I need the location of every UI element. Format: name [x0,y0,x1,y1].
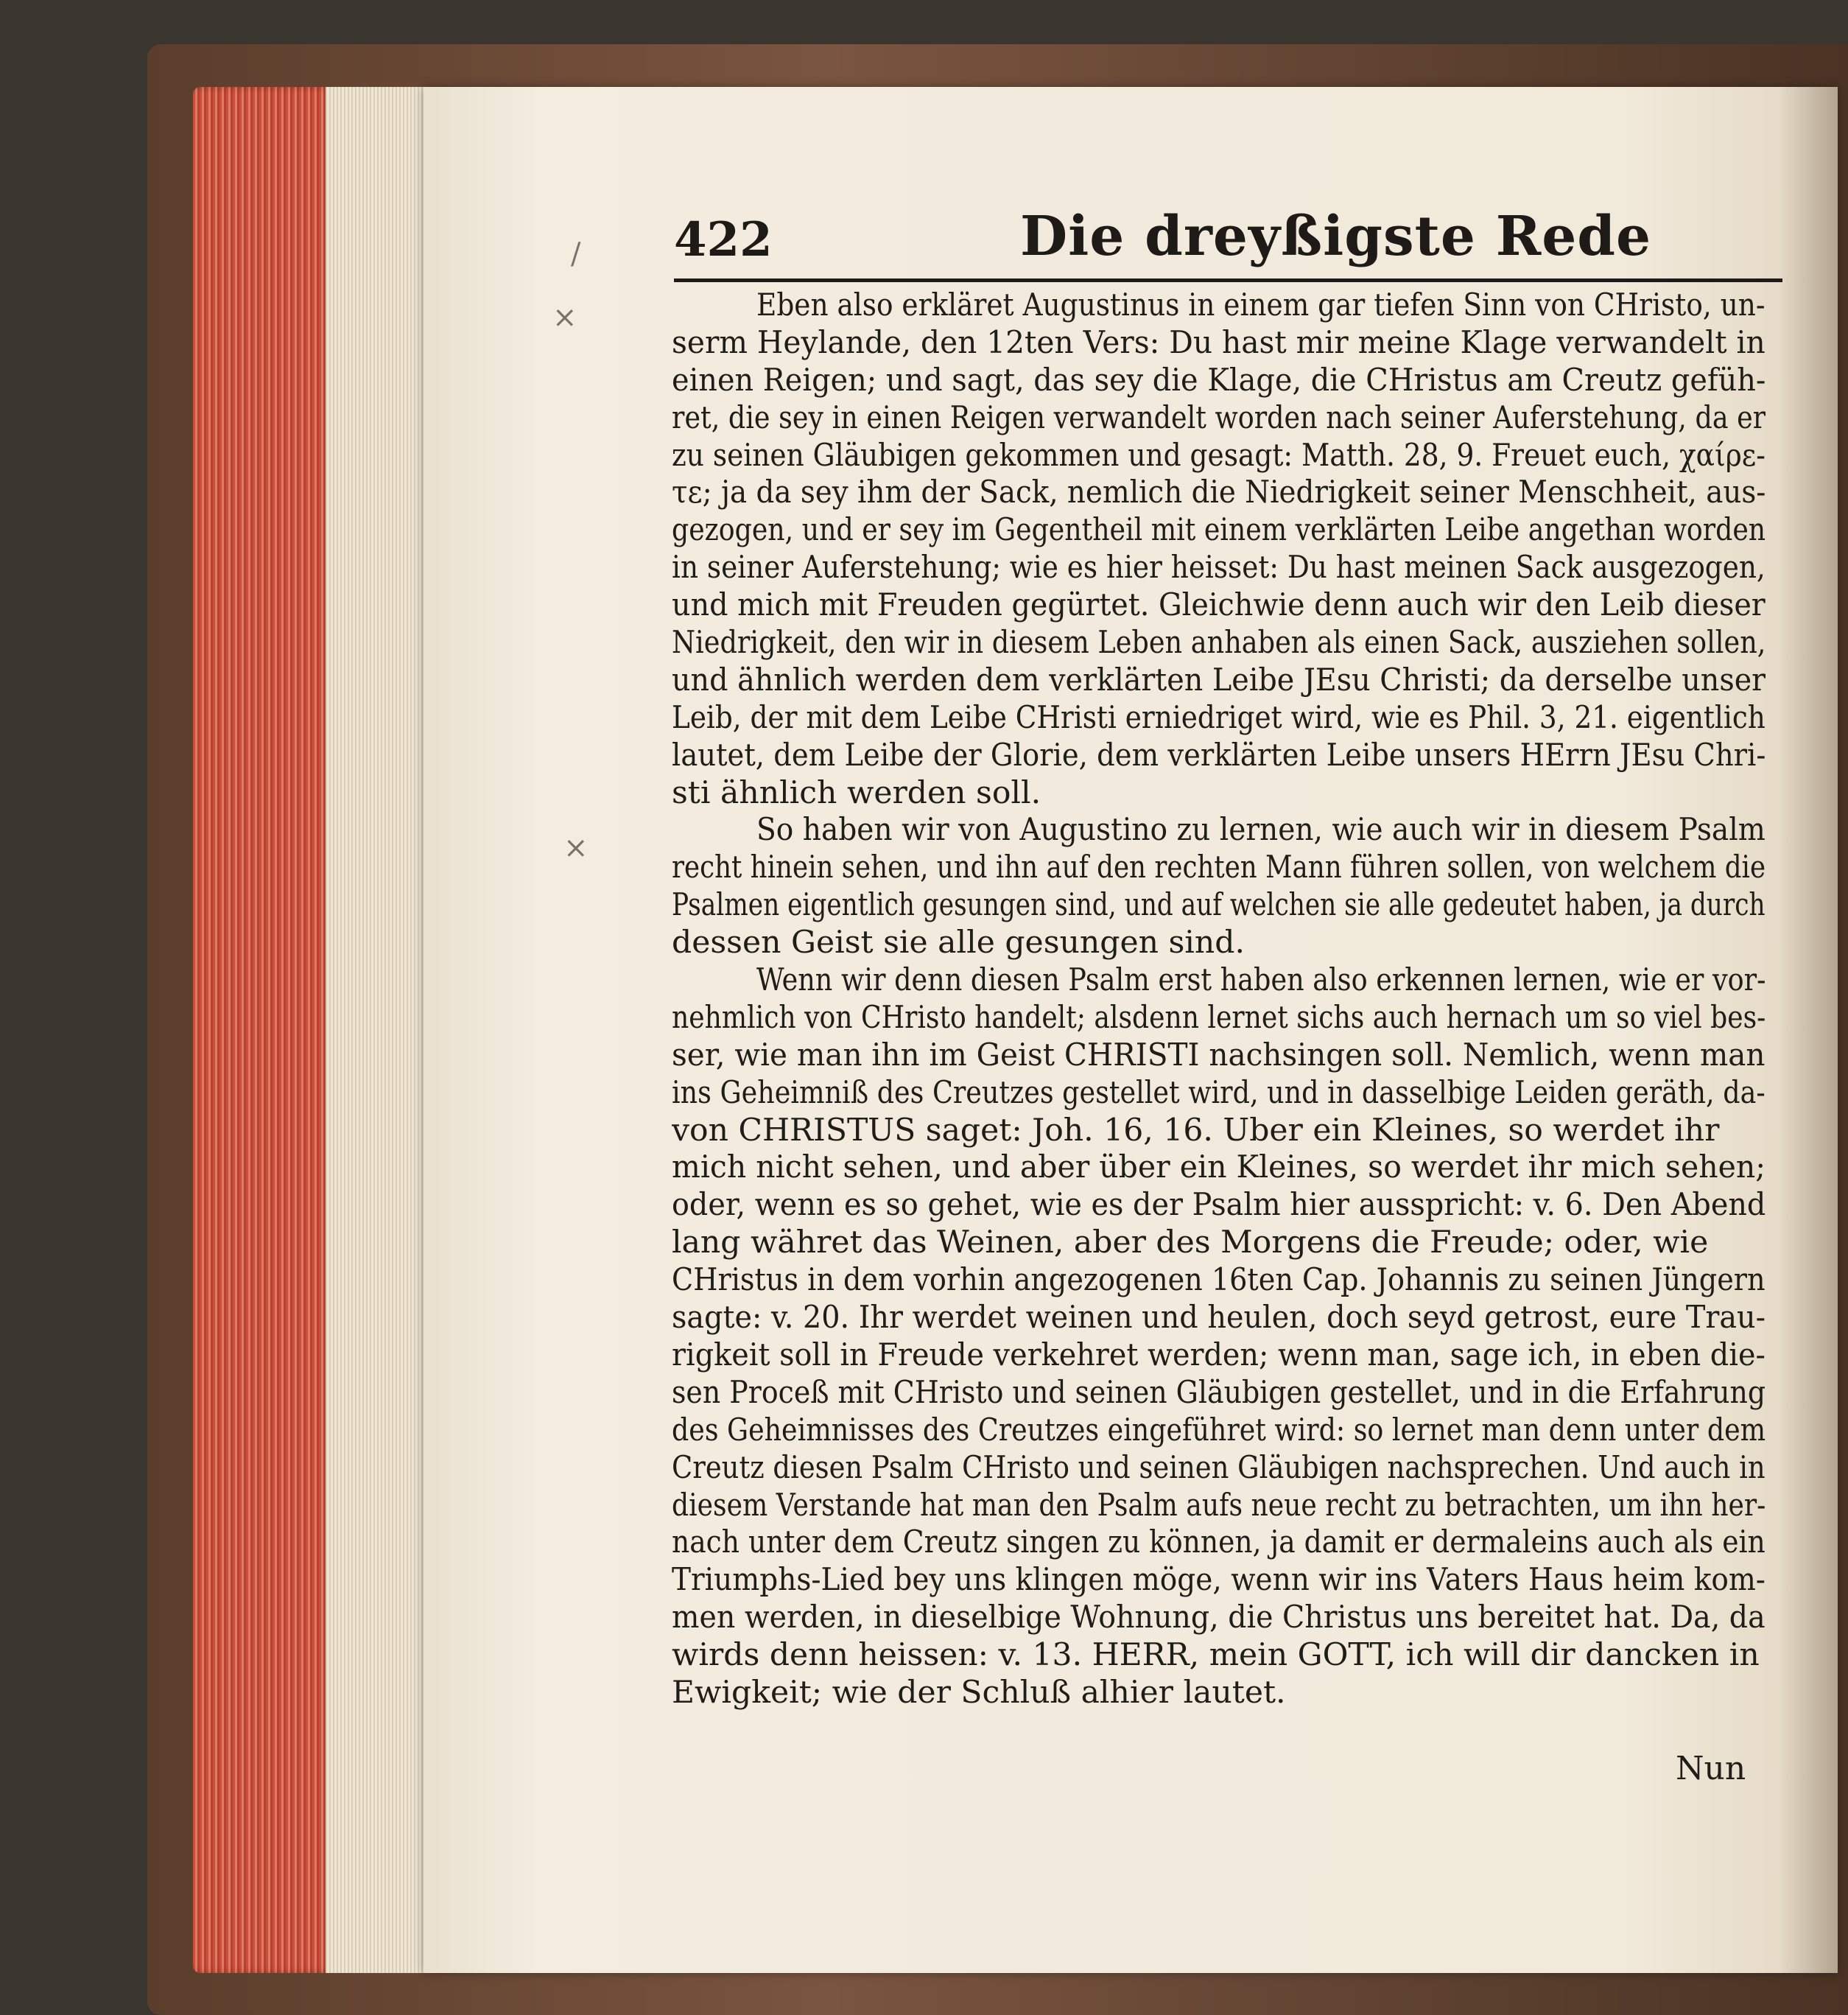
text-line: und ähnlich werden dem verklärten Leibe JEsu Christi; da derselbe unser [672,662,1766,698]
text-line: Triumphs-Lied bey uns klingen möge, wenn wir ins Vaters Haus heim kom- [672,1562,1766,1599]
text-line: ser, wie man ihn im Geist CHRISTI nachsingen soll. Nemlich, wenn man [672,1037,1766,1073]
catchword: Nun [1676,1750,1746,1787]
text-line: nehmlich von CHristo handelt; alsdenn lernet sichs auch hernach um so viel bes- [672,999,1766,1036]
text-line: lang währet das Weinen, aber des Morgens die Freude; oder, wie [672,1224,1709,1261]
text-line: von CHRISTUS saget: Joh. 16, 16. Uber ein Kleines, so werdet ihr [672,1112,1720,1149]
text-line: Niedrigkeit, den wir in diesem Leben anhaben als einen Sack, ausziehen sollen, [672,625,1766,662]
text-line: sagte: v. 20. Ihr werdet weinen und heulen, doch seyd getrost, eure Trau- [672,1300,1766,1336]
pencil-mark: / [571,237,581,271]
text-line: wirds denn heissen: v. 13. HERR, mein GOTT, ich will dir dancken in [672,1637,1760,1674]
text-line: gezogen, und er sey im Gegentheil mit einem verklärten Leibe angethan worden [672,512,1766,549]
text-line: men werden, in dieselbige Wohnung, die Christus uns bereitet hat. Da, da [672,1599,1766,1636]
text-line: So haben wir von Augustino zu lernen, wie auch wir in diesem Psalm [756,812,1766,849]
text-line: mich nicht sehen, und aber über ein Kleines, so werdet ihr mich sehen; [672,1149,1766,1186]
text-line: serm Heylande, den 12ten Vers: Du hast mir meine Klage verwandelt in [672,324,1766,361]
text-line: τε; ja da sey ihm der Sack, nemlich die Niedrigkeit seiner Menschheit, aus- [672,474,1766,511]
text-line: recht hinein sehen, und ihn auf den rechten Mann führen sollen, von welchem die [672,849,1766,886]
text-line: Creutz diesen Psalm CHristo und seinen Gläubigen nachsprechen. Und auch in [672,1449,1766,1486]
text-line: Leib, der mit dem Leibe CHristi erniedriget wird, wie es Phil. 3, 21. eigentlich [672,699,1766,736]
pencil-mark: × [552,301,577,334]
text-line: lautet, dem Leibe der Glorie, dem verklärten Leibe unsers HErrn JEsu Chri- [672,737,1766,774]
page-number: 422 [674,212,773,267]
text-line: ret, die sey in einen Reigen verwandelt worden nach seiner Auferstehung, da er [672,399,1766,436]
text-line: sti ähnlich werden soll. [672,774,1041,811]
text-line: und mich mit Freuden gegürtet. Gleichwie denn auch wir den Leib dieser [672,587,1766,624]
header-rule [674,278,1782,282]
text-line: des Geheimnisses des Creutzes eingeführet wird: so lernet man denn unter dem [672,1412,1766,1448]
text-line: oder, wenn es so gehet, wie es der Psalm hier ausspricht: v. 6. Den Abend [672,1187,1766,1224]
running-title: Die dreyßigste Rede [1020,205,1652,268]
text-line: Ewigkeit; wie der Schluß alhier lautet. [672,1674,1286,1711]
pencil-mark: × [563,831,589,865]
text-line: Eben also erkläret Augustinus in einem gar tiefen Sinn von CHristo, un- [756,287,1766,323]
text-line: Psalmen eigentlich gesungen sind, und auf welchen sie alle gedeutet haben, ja durch [672,887,1766,924]
text-line: dessen Geist sie alle gesungen sind. [672,925,1245,961]
page-header [674,205,1782,275]
text-line: rigkeit soll in Freude verkehret werden; wenn man, sage ich, in eben die- [672,1336,1766,1373]
text-line: nach unter dem Creutz singen zu können, ja damit er dermaleins auch als ein [672,1524,1766,1561]
text-line: diesem Verstande hat man den Psalm aufs neue recht zu betrachten, um ihn her- [672,1487,1766,1524]
text-line: ins Geheimniß des Creutzes gestellet wird, und in dasselbige Leiden geräth, da- [672,1074,1766,1111]
text-line: CHristus in dem vorhin angezogenen 16ten Cap. Johannis zu seinen Jüngern [672,1262,1766,1299]
text-line: sen Proceß mit CHristo und seinen Gläubigen gestellet, und in die Erfahrung [672,1374,1766,1411]
page-edges [193,87,436,1973]
body-text [672,287,1766,1712]
text-line: einen Reigen; und sagt, das sey die Klage, die CHristus am Creutz gefüh- [672,362,1766,399]
text-line: Wenn wir denn diesen Psalm erst haben also erkennen lernen, wie er vor- [756,962,1766,999]
page-gutter [1779,87,1838,1973]
text-line: in seiner Auferstehung; wie es hier heisset: Du hast meinen Sack ausgezogen, [672,550,1766,586]
text-line: zu seinen Gläubigen gekommen und gesagt: Matth. 28, 9. Freuet euch, χαίρε- [672,437,1766,474]
